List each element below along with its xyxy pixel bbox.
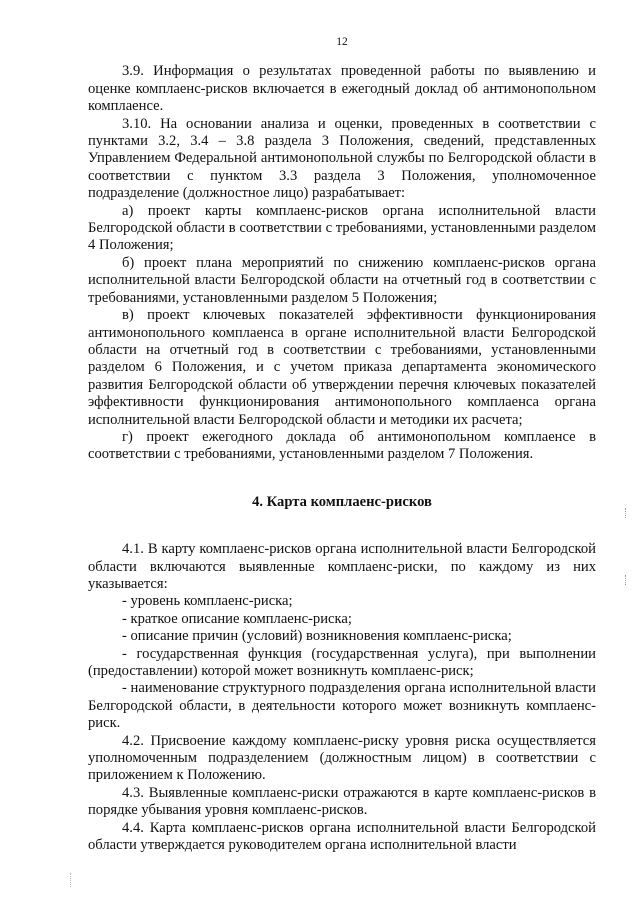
scan-margin-mark	[625, 575, 632, 585]
paragraph-4-1: 4.1. В карту комплаенс-рисков органа исполнительной власти Белгородской области включаются выявленные комплаенс-риски, по каждому из них указывается:	[88, 541, 596, 592]
list-item-risk-causes: - описание причин (условий) возникновения комплаенс-риска;	[122, 628, 512, 645]
paragraph-3-10: 3.10. На основании анализа и оценки, проведенных в соответствии с пунктами 3.2, 3.4 – 3.8 раздела 3 Положения, сведений, представленных Управлением Федеральной антимонопольной службы по Белгородской области в соответствии с пунктом 3.3 раздела 3 Положения, уполномоченное подразделение (должностное лицо) разрабатывает:	[88, 115, 596, 202]
list-item-risk-level: - уровень комплаенс-риска;	[122, 593, 293, 610]
section-title: 4. Карта комплаенс-рисков	[252, 493, 432, 510]
list-item-state-function: - государственная функция (государственная услуга), при выполнении (предоставлении) которой может возникнуть комплаенс-риск;	[88, 645, 596, 679]
list-item-risk-description: - краткое описание комплаенс-риска;	[122, 610, 352, 627]
paragraph-3-10-b: б) проект плана мероприятий по снижению комплаенс-рисков органа исполнительной власти Белгородской области на отчетный год в соответствии с требованиями, установленными разделом 5 Положения;	[88, 254, 596, 306]
document-page	[88, 34, 596, 854]
scan-edge-mark	[70, 873, 81, 887]
paragraph-3-9: 3.9. Информация о результатах проведенной работы по выявлению и оценке комплаенс-рисков включается в ежегодный доклад об антимонопольном комплаенсе.	[88, 63, 596, 115]
scan-margin-mark	[625, 508, 632, 518]
paragraph-4-4: 4.4. Карта комплаенс-рисков органа исполнительной власти Белгородской области утверждается руководителем органа исполнительной власти	[88, 819, 596, 854]
list-item-structural-unit: - наименование структурного подразделения органа исполнительной власти Белгородской области, в деятельности которого может возникнуть комплаенс-риск.	[88, 680, 596, 732]
paragraph-3-10-v: в) проект ключевых показателей эффективности функционирования антимонопольного комплаенса в органе исполнительной власти Белгородской области на отчетный год в соответствии с требованиями, установленными разделом 6 Положения, и с учетом приказа департамента экономического развития Белгородской области об утверждении перечня ключевых показателей эффективности функционирования антимонопольного комплаенса органа исполнительной власти Белгородской области и методики их расчета;	[88, 307, 596, 428]
paragraph-3-10-a: а) проект карты комплаенс-рисков органа исполнительной власти Белгородской области в соответствии с требованиями, установленными разделом 4 Положения;	[88, 202, 596, 254]
paragraph-4-2: 4.2. Присвоение каждому комплаенс-риску уровня риска осуществляется уполномоченным подразделением (должностным лицом) в соответствии с приложением к Положению.	[88, 732, 596, 784]
paragraph-4-3: 4.3. Выявленные комплаенс-риски отражаются в карте комплаенс-рисков в порядке убывания уровня комплаенс-рисков.	[88, 784, 596, 819]
page-number: 12	[336, 36, 348, 48]
paragraph-3-10-g: г) проект ежегодного доклада об антимонопольном комплаенсе в соответствии с требованиями, установленными разделом 7 Положения.	[88, 428, 596, 463]
